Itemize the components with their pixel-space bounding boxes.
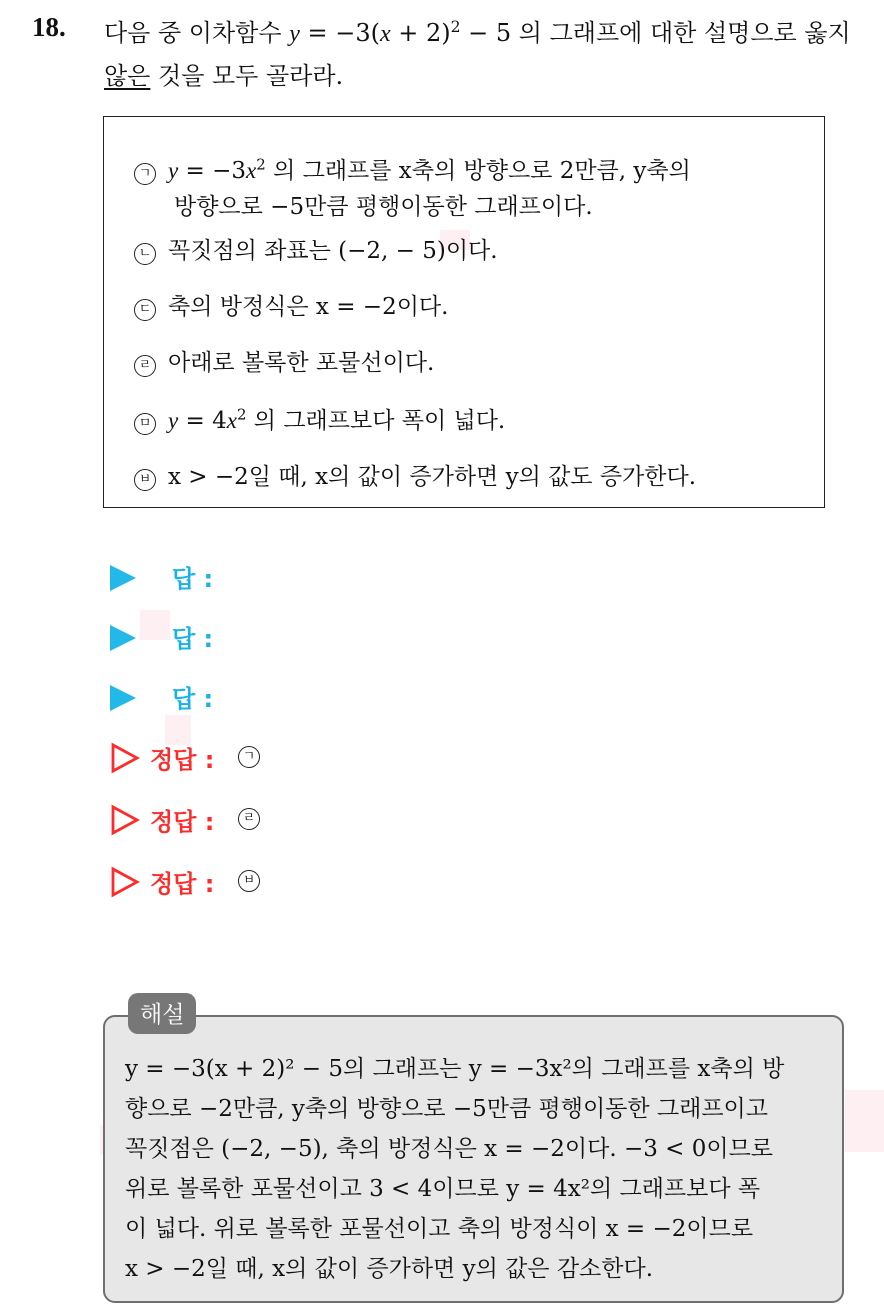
choice-marker: ㅁ	[134, 413, 156, 435]
artifact	[845, 1090, 884, 1152]
play-icon	[110, 565, 136, 591]
explanation-text	[125, 1049, 825, 1289]
choice-4	[134, 345, 814, 381]
play-icon	[110, 625, 136, 651]
choice-text: 꼭짓점의 좌표는 (−2, − 5)이다.	[168, 238, 498, 264]
choice-marker: ㄷ	[134, 299, 156, 321]
answer-label: 답 :	[172, 625, 214, 653]
choice-marker: ㄴ	[134, 243, 156, 265]
explanation-tag: 해설	[128, 993, 196, 1034]
choice-marker: ㅂ	[134, 469, 156, 491]
choice-2	[134, 233, 814, 269]
choice-text: 축의 방정식은 x = −2이다.	[168, 294, 449, 320]
explanation-box	[103, 1015, 844, 1303]
solution-row	[110, 738, 310, 778]
choice-marker: ㄹ	[134, 355, 156, 377]
answer-row[interactable]	[110, 675, 310, 715]
question-number: 18.	[32, 12, 66, 42]
solution-value: ㄹ	[238, 808, 260, 830]
solution-label: 정답 :	[150, 870, 215, 898]
answer-label: 답 :	[172, 565, 214, 593]
answer-row[interactable]	[110, 615, 310, 655]
choice-6	[134, 459, 814, 495]
choice-text: 방향으로 −5만큼 평행이동한 그래프이다.	[174, 194, 593, 220]
triangle-outline-icon	[110, 742, 140, 774]
stem-text: 다음 중 이차함수	[104, 19, 290, 47]
explanation-line: 이 넓다. 위로 볼록한 포물선이고 축의 방정식이 x = −2이므로	[125, 1216, 754, 1242]
choice-text: 의 그래프보다 폭이 넓다.	[253, 408, 506, 434]
play-icon	[110, 685, 136, 711]
explanation-line: y = −3(x + 2)² − 5의 그래프는 y = −3x²의 그래프를 x축의 방	[125, 1056, 785, 1082]
stem-text: 의 그래프에 대한 설명으로 옳지	[511, 19, 851, 47]
choice-text: x > −2일 때, x의 값이 증가하면 y의 값도 증가한다.	[168, 464, 697, 490]
answer-row[interactable]	[110, 555, 310, 595]
stem-text: 것을 모두 골라라.	[150, 62, 344, 90]
choice-text: 아래로 볼록한 포물선이다.	[168, 350, 435, 376]
choice-text: 의 그래프를 x축의 방향으로 2만큼, y축의	[273, 158, 691, 184]
explanation-line: x > −2일 때, x의 값이 증가하면 y의 값은 감소한다.	[125, 1256, 654, 1282]
explanation-line: 향으로 −2만큼, y축의 방향으로 −5만큼 평행이동한 그래프이고	[125, 1096, 768, 1122]
stem-underline: 않은	[104, 62, 151, 90]
explanation-line: 위로 볼록한 포물선이고 3 < 4이므로 y = 4x²의 그래프보다 폭	[125, 1176, 761, 1202]
choice-marker: ㄱ	[134, 163, 156, 185]
solution-value: ㅂ	[238, 870, 260, 892]
explanation-line: 꼭짓점은 (−2, −5), 축의 방정식은 x = −2이다. −3 < 0이므로	[125, 1136, 774, 1162]
triangle-outline-icon	[110, 866, 140, 898]
choice-3	[134, 289, 814, 325]
triangle-outline-icon	[110, 804, 140, 836]
solution-row	[110, 800, 310, 840]
question-stem: 다음 중 이차함수 $y = -3(x + 2)^2 - 5$ 의 그래프에 대한 설명으로 옳지 않은 것을 모두 골라라.	[104, 18, 851, 90]
choice-1: ㄱ $y = -3x^2$ 의 그래프를 x축의 방향으로 2만큼, y축의 방향으로 −5만큼 평행이동한 그래프이다.	[134, 153, 814, 225]
choice-5: ㅁ $y = 4x^2$ 의 그래프보다 폭이 넓다.	[134, 403, 814, 439]
solution-row	[110, 862, 310, 902]
solution-label: 정답 :	[150, 808, 215, 836]
solution-value: ㄱ	[238, 746, 260, 768]
answer-label: 답 :	[172, 685, 214, 713]
solution-label: 정답 :	[150, 746, 215, 774]
choice-box	[103, 116, 825, 508]
